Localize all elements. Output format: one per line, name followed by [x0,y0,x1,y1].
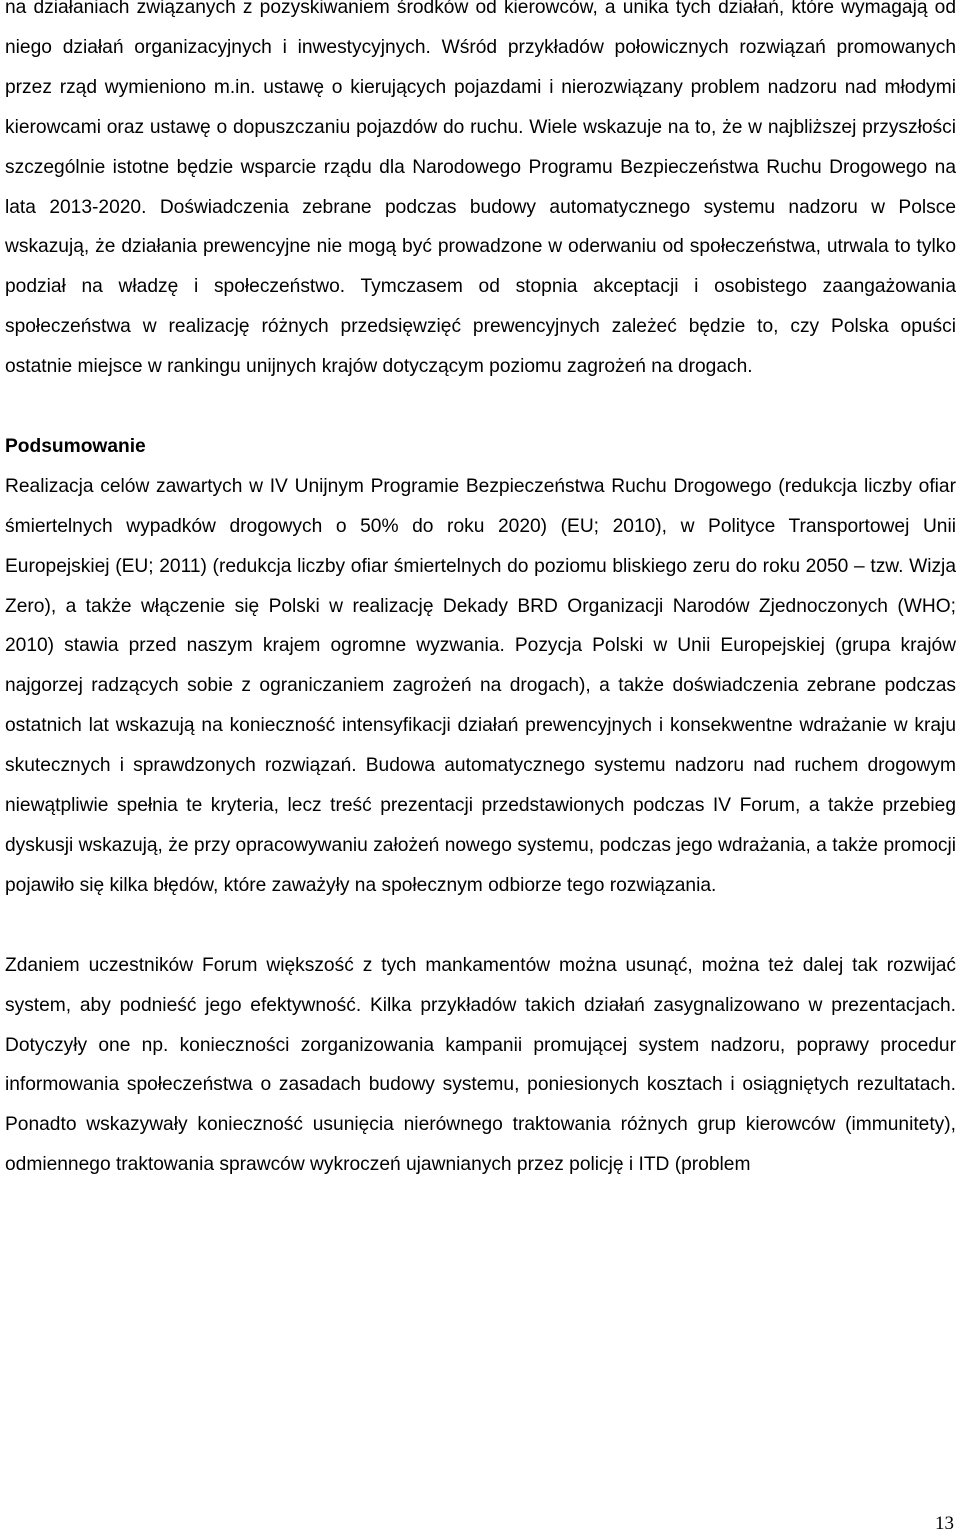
section-heading-summary: Podsumowanie [5,435,146,457]
paragraph-3: Zdaniem uczestników Forum większość z tych mankamentów można usunąć, można też dalej tak rozwijać system, aby podnieść jego efektywność. Kilka przykładów takich działań zasygnalizowano w prezentacjach. Dotyczyły one np. konieczności zorganizowania kampanii promującej system nadzoru, poprawy procedur informowania społeczeństwa o zasadach budowy systemu, poniesionych kosztach i osiągniętych rezultatach. Ponadto wskazywały konieczność usunięcia nierównego traktowania różnych grup kierowców (immunitety), odmiennego traktowania sprawców wykroczeń ujawnianych przez policję i ITD (problem [5,954,956,1176]
page-number: 13 [935,1513,954,1534]
paragraph-spacer [5,906,956,946]
paragraph-1: na działaniach związanych z pozyskiwaniem środków od kierowców, a unika tych działań, które wymagają od niego działań organizacyjnych i inwestycyjnych. Wśród przykładów połowicznych rozwiązań promowanych przez rząd wymieniono m.in. ustawę o kierujących pojazdami i nierozwiązany problem nadzoru nad młodymi kierowcami oraz ustawę o dopuszczaniu pojazdów do ruchu. Wiele wskazuje na to, że w najbliższej przyszłości szczególnie istotne będzie wsparcie rządu dla Narodowego Programu Bezpieczeństwa Ruchu Drogowego na lata 2013-2020. Doświadczenia zebrane podczas budowy automatycznego systemu nadzoru w Polsce wskazują, że działania prewencyjne nie mogą być prowadzone w oderwaniu od społeczeństwa, utrwala to tylko podział na władzę i społeczeństwo. Tymczasem od stopnia akceptacji i osobistego zaangażowania społeczeństwa w realizację różnych przedsięwzięć prewencyjnych zależeć będzie to, czy Polska opuści ostatnie miejsce w rankingu unijnych krajów dotyczącym poziomu zagrożeń na drogach. [5,0,956,378]
page-body [5,0,956,1185]
paragraph-2: Realizacja celów zawartych w IV Unijnym Programie Bezpieczeństwa Ruchu Drogowego (redukcja liczby ofiar śmiertelnych wypadków drogowych o 50% do roku 2020) (EU; 2010), w Polityce Transportowej Unii Europejskiej (EU; 2011) (redukcja liczby ofiar śmiertelnych do poziomu bliskiego zeru do roku 2050 – tzw. Wizja Zero), a także włączenie się Polski w realizację Dekady BRD Organizacji Narodów Zjednoczonych (WHO; 2010) stawia przed naszym krajem ogromne wyzwania. Pozycja Polski w Unii Europejskiej (grupa krajów najgorzej radzących sobie z ograniczaniem zagrożeń na drogach), a także doświadczenia zebrane podczas ostatnich lat wskazują na konieczność intensyfikacji działań prewencyjnych i konsekwentne wdrażanie w kraju skutecznych i sprawdzonych rozwiązań. Budowa automatycznego systemu nadzoru nad ruchem drogowym niewątpliwie spełnia te kryteria, lecz treść prezentacji przedstawionych podczas IV Forum, a także przebieg dyskusji wskazują, że przy opracowywaniu założeń nowego systemu, podczas jego wdrażania, a także promocji pojawiło się kilka błędów, które zaważyły na społecznym odbiorze tego rozwiązania. [5,475,956,896]
